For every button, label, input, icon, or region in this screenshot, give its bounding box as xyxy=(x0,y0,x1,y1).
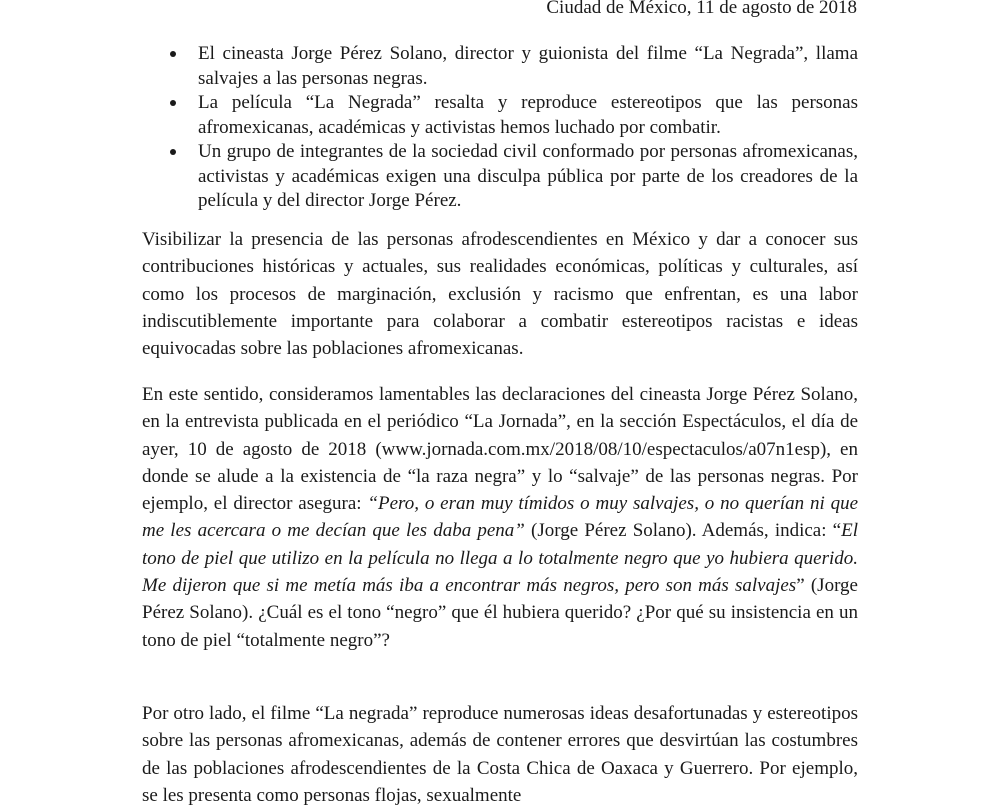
bullet-text: El cineasta Jorge Pérez Solano, director y guionista del filme “La Negrada”, llama salvajes a las personas negras. xyxy=(198,43,858,89)
bullet-text: Un grupo de integrantes de la sociedad civil conformado por personas afromexicanas, activistas y académicas exigen una disculpa pública por parte de los creadores de la película y del director Jorge Pérez. xyxy=(198,141,858,211)
paragraph-text: ” (Jorge Pérez Solano). ¿Cuál es el tono “negro” que él hubiera querido? ¿Por qué su insistencia en un tono de piel “totalmente negro”? xyxy=(142,575,858,651)
bullet-item xyxy=(168,42,858,91)
bullet-text: La película “La Negrada” resalta y reproduce estereotipos que las personas afromexicanas, académicas y activistas hemos luchado por combatir. xyxy=(198,92,858,138)
paragraph-film-stereotypes: Por otro lado, el filme “La negrada” reproduce numerosas ideas desafortunadas y estereotipos sobre las personas afromexicanas, además de contener errores que desvirtúan las costumbres de las poblaciones afrodescendientes de la Costa Chica de Oaxaca y Guerrero. Por ejemplo, se les presenta como personas flojas, sexualmente xyxy=(142,703,858,806)
bullet-dot-icon xyxy=(170,51,176,57)
bullet-item xyxy=(168,140,858,214)
dateline: Ciudad de México, 11 de agosto de 2018 xyxy=(546,0,857,18)
bullet-dot-icon xyxy=(170,100,176,106)
summary-bullet-list xyxy=(168,42,858,214)
director-quote: El tono de piel que utilizo en la película no llega a lo totalmente negro que yo hubiera querido. Me dijeron que si me metía más iba a encontrar más negros, pero son más salvajes xyxy=(142,520,858,597)
paragraph-text: (Jorge Pérez Solano). Además, indica: “ xyxy=(524,520,842,542)
director-quote: “Pero, o eran muy tímidos o muy salvajes, o no querían ni que me les acercara o me decían que les daba pena” xyxy=(142,493,858,542)
bullet-dot-icon xyxy=(170,149,176,155)
paragraph-statements xyxy=(142,381,858,654)
paragraph-visibility: Visibilizar la presencia de las personas afrodescendientes en México y dar a conocer sus contribuciones históricas y actuales, sus realidades económicas, políticas y culturales, así como los procesos de marginación, exclusión y racismo que enfrentan, es una labor indiscutiblemente importante para colaborar a combatir estereotipos racistas e ideas equivocadas sobre las poblaciones afromexicanas. xyxy=(142,229,858,360)
paragraph-text: En este sentido, consideramos lamentables las declaraciones del cineasta Jorge Pérez Solano, en la entrevista publicada en el periódico “La Jornada”, en la sección Espectáculos, el día de ayer, 10 de agosto de 2018 (www.jornada.com.mx/2018/08/10/espectaculos/a07n1esp), en donde se alude a la existencia de “la raza negra” y lo “salvaje” de las personas negras. Por ejemplo, el director asegura: xyxy=(142,384,858,515)
bullet-item xyxy=(168,91,858,140)
